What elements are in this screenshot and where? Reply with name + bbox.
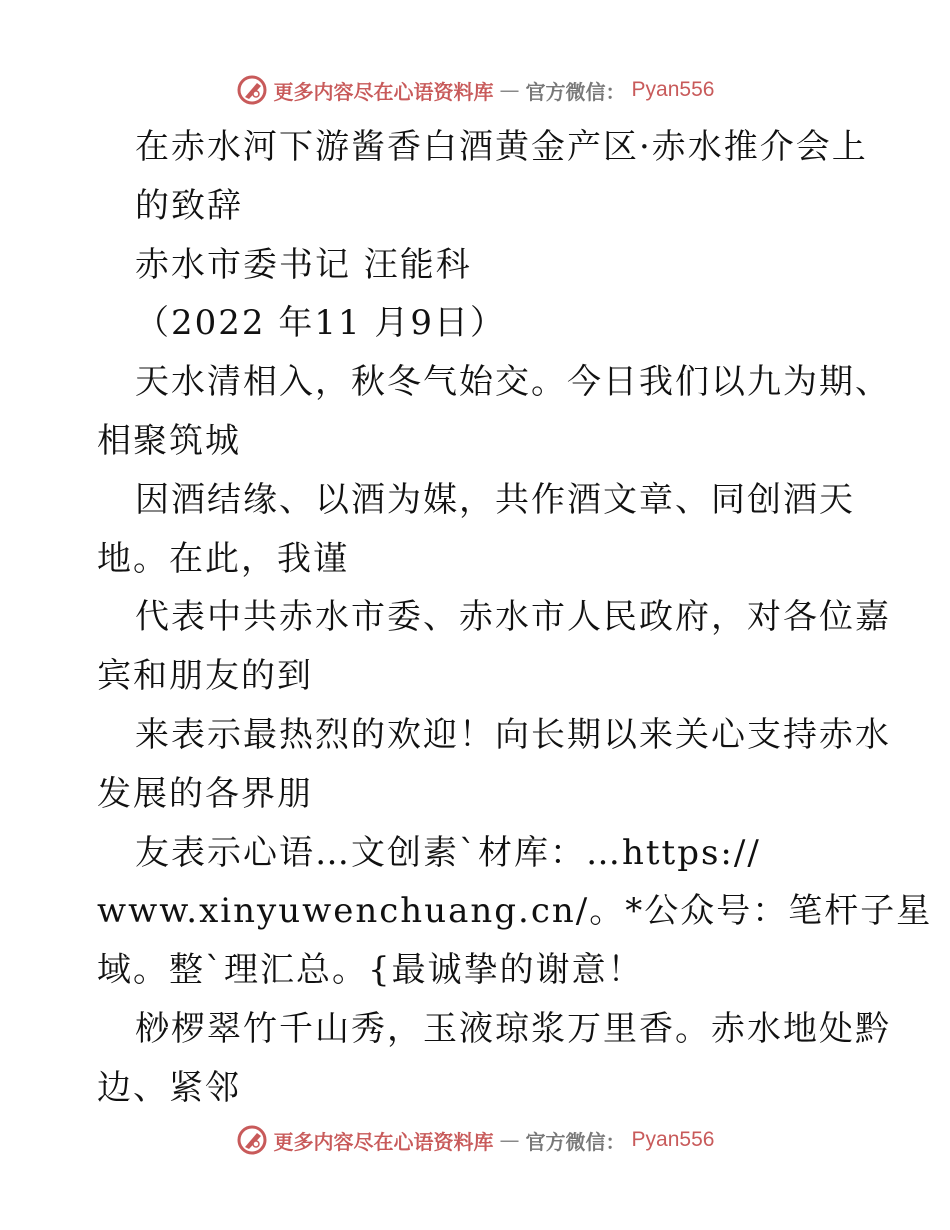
text-line: www.xinyuwenchuang.cn/。*公众号：笔杆子星: [97, 891, 933, 932]
text-line: 桫椤翠竹千山秀，玉液琼浆万里香。赤水地处黔: [135, 1008, 891, 1049]
watermark-official-label: 官方微信：: [525, 79, 626, 104]
watermark-dash: —: [499, 1128, 520, 1152]
watermark-official-label: 官方微信：: [525, 1129, 626, 1154]
text-line: （2022 年11 月9日）: [135, 303, 507, 344]
text-line: 来表示最热烈的欢迎！向长期以来关心支持赤水: [135, 714, 891, 755]
text-line: 域。整`理汇总。{最诚挚的谢意！: [97, 950, 644, 991]
footer-watermark: [0, 1120, 950, 1160]
text-line: 代表中共赤水市委、赤水市人民政府，对各位嘉: [135, 597, 891, 638]
document-body: [97, 118, 933, 1118]
text-line: 宾和朋友的到: [97, 656, 313, 697]
text-line: 的致辞: [135, 185, 243, 226]
text-line: 天水清相入，秋冬气始交。今日我们以九为期、: [135, 362, 891, 403]
pen-logo-icon: [236, 1124, 268, 1156]
text-line: 因酒结缘、以酒为媒，共作酒文章、同创酒天: [135, 479, 855, 520]
text-line: 发展的各界朋: [97, 773, 313, 814]
watermark-wechat-id: Pyan556: [631, 78, 715, 101]
text-line: 相聚筑城: [97, 420, 241, 461]
text-line: 在赤水河下游酱香白酒黄金产区·赤水推介会上: [135, 127, 868, 167]
text-line: 友表示心语…文创素`材库：…https://: [135, 832, 761, 873]
text-line: 边、紧邻: [97, 1067, 241, 1108]
watermark-main-text: 更多内容尽在心语资料库: [273, 1129, 494, 1154]
watermark-dash: —: [499, 78, 520, 102]
text-line: 赤水市委书记 汪能科: [135, 244, 472, 285]
text-line: 地。在此，我谨: [97, 538, 349, 579]
header-watermark: [0, 70, 950, 110]
watermark-wechat-id: Pyan556: [631, 1128, 715, 1151]
watermark-main-text: 更多内容尽在心语资料库: [273, 79, 494, 104]
pen-logo-icon: [236, 74, 268, 106]
